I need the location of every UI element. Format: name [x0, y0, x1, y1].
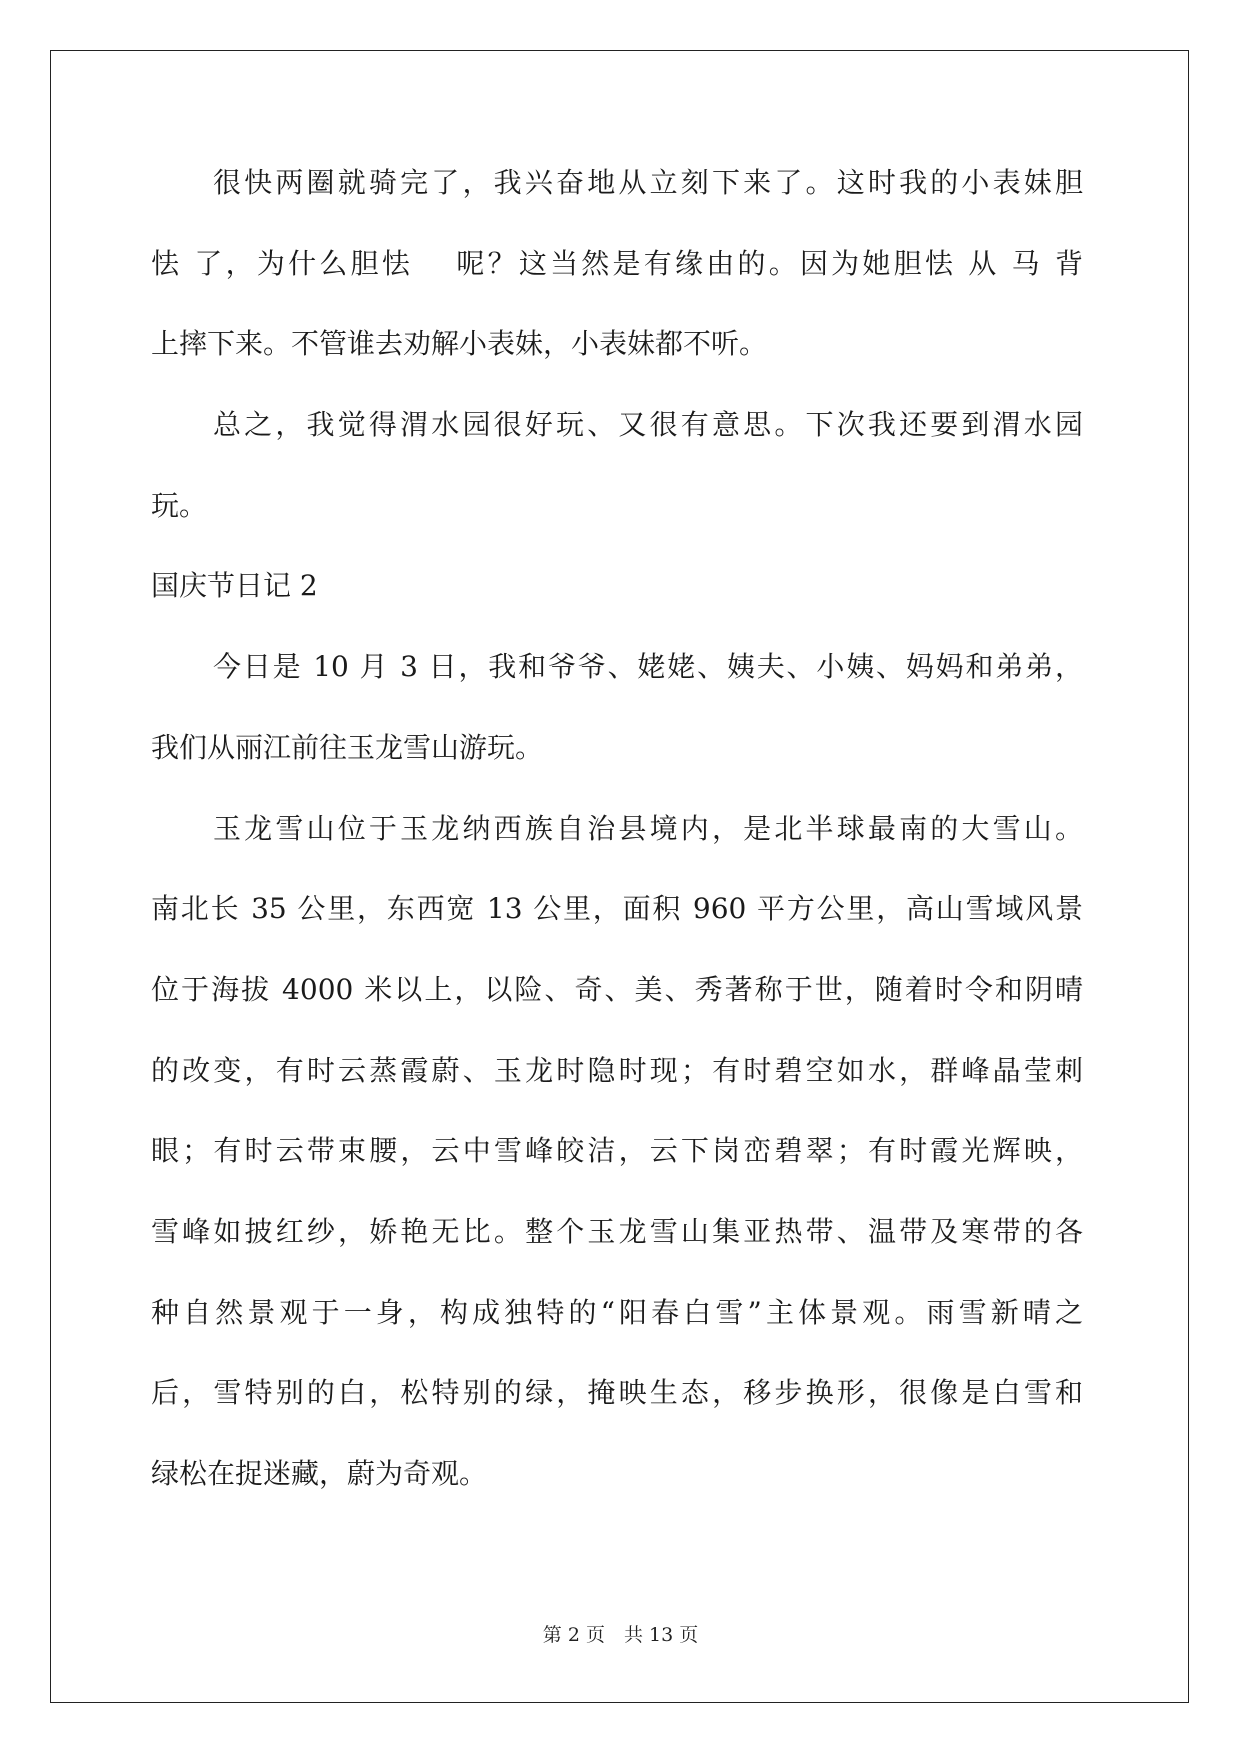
page-number-label: 第 2 页 共 13 页: [542, 1624, 699, 1646]
paragraph-line: 位于海拔 4000 米以上，以险、奇、美、秀著称于世，随着时令和阴晴: [151, 972, 1083, 1006]
paragraph-line: 南北长 35 公里，东西宽 13 公里，面积 960 平方公里，高山雪域风景: [151, 892, 1083, 926]
paragraph-line: 怯 了，为什么胆怯 呢？这当然是有缘由的。因为她胆怯 从 马 背: [151, 246, 1083, 280]
paragraph-line: 眼；有时云带束腰，云中雪峰皎洁，云下岗峦碧翠；有时霞光辉映，: [151, 1134, 1083, 1168]
paragraph-line: 雪峰如披红纱，娇艳无比。整个玉龙雪山集亚热带、温带及寒带的各: [151, 1214, 1083, 1248]
paragraph-line: 玩。: [151, 488, 208, 522]
paragraph-line: 后，雪特别的白，松特别的绿，掩映生态，移步换形，很像是白雪和: [151, 1376, 1083, 1410]
page-footer: [0, 1623, 1241, 1647]
paragraph-line: 玉龙雪山位于玉龙纳西族自治县境内，是北半球最南的大雪山。: [213, 811, 1083, 845]
paragraph-line: 的改变，有时云蒸霞蔚、玉龙时隐时现；有时碧空如水，群峰晶莹刺: [151, 1053, 1083, 1087]
paragraph-line: 种自然景观于一身，构成独特的“阳春白雪”主体景观。雨雪新晴之: [151, 1295, 1083, 1329]
paragraph-line: 今日是 10 月 3 日，我和爷爷、姥姥、姨夫、小姨、妈妈和弟弟，: [213, 650, 1083, 684]
paragraph-line: 我们从丽江前往玉龙雪山游玩。: [151, 730, 544, 764]
paragraph-line: 绿松在捉迷藏，蔚为奇观。: [151, 1457, 488, 1490]
paragraph-line: 上摔下来。不管谁去劝解小表妹，小表妹都不听。: [151, 327, 768, 361]
paragraph-line: 总之，我觉得渭水园很好玩、又很有意思。下次我还要到渭水园: [213, 408, 1083, 442]
document-body: [151, 164, 1083, 1536]
paragraph-line: 很快两圈就骑完了，我兴奋地从立刻下来了。这时我的小表妹胆: [213, 166, 1083, 199]
section-heading: 国庆节日记 2: [151, 569, 318, 603]
